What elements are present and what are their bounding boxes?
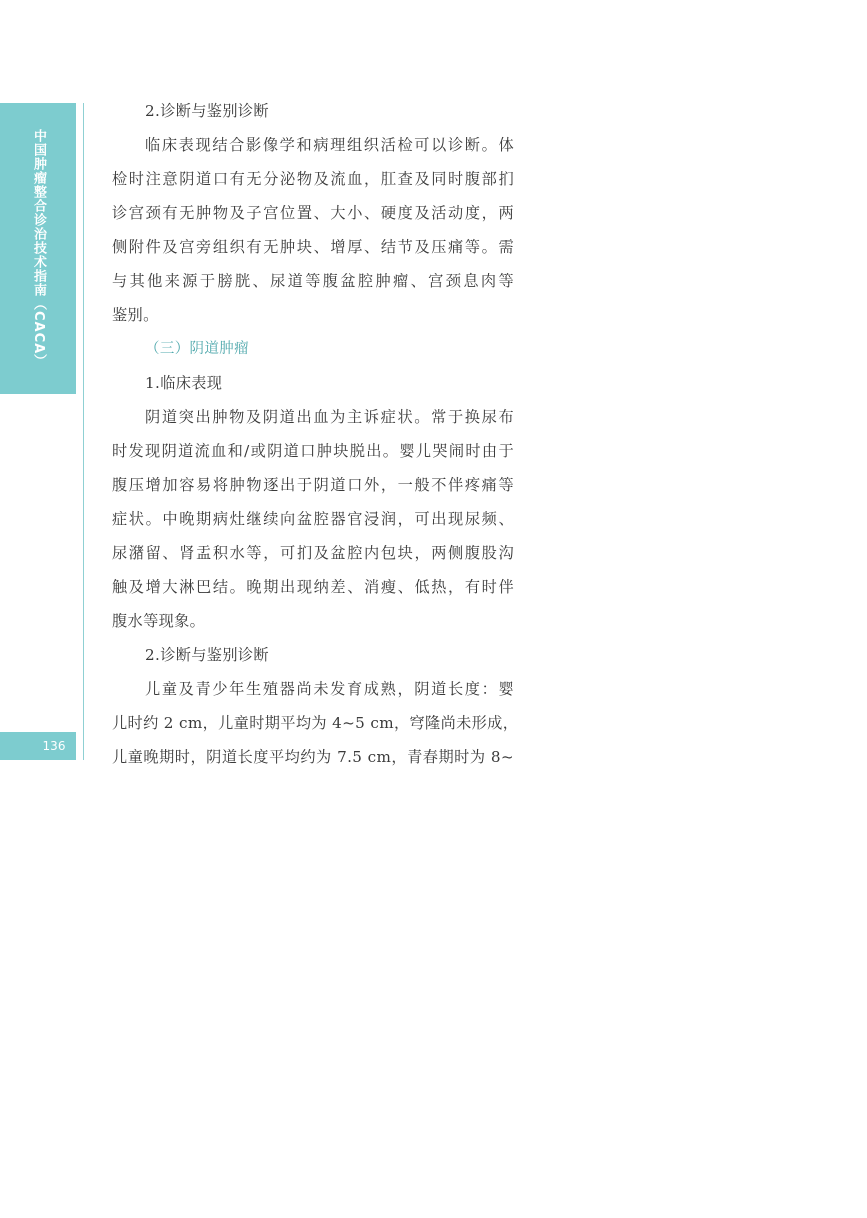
text-line: 时发现阴道流血和/或阴道口肿块脱出。婴儿哭闹时由于 xyxy=(112,442,514,460)
text-line: 2.诊断与鉴别诊断 xyxy=(145,646,269,664)
text-line: 鉴别。 xyxy=(112,306,159,324)
text-line: 儿童及青少年生殖器尚未发育成熟，阴道长度：婴 xyxy=(145,680,514,698)
page-number: 136 xyxy=(42,739,66,753)
text-line: 检时注意阴道口有无分泌物及流血，肛查及同时腹部扪 xyxy=(112,170,514,188)
text-line: 尿潴留、肾盂积水等，可扪及盆腔内包块，两侧腹股沟 xyxy=(112,544,514,562)
text-line: 触及增大淋巴结。晚期出现纳差、消瘦、低热，有时伴 xyxy=(112,578,514,596)
text-line: 儿童晚期时，阴道长度平均约为 7.5 cm，青春期时为 8~ xyxy=(112,748,514,766)
text-line: 侧附件及宫旁组织有无肿块、增厚、结节及压痛等。需 xyxy=(112,238,514,256)
text-line: 儿时约 2 cm，儿童时期平均为 4~5 cm，穹隆尚未形成， xyxy=(112,714,519,732)
book-title-tab xyxy=(0,103,76,394)
text-line: 阴道突出肿物及阴道出血为主诉症状。常于换尿布 xyxy=(145,408,514,426)
text-line: 腹水等现象。 xyxy=(112,612,206,630)
margin-rule xyxy=(83,103,84,760)
text-line: 1.临床表现 xyxy=(145,374,223,392)
book-title: 中国肿瘤整合诊治技术指南（CACA） xyxy=(31,129,46,369)
text-line: 症状。中晚期病灶继续向盆腔器官浸润，可出现尿频、 xyxy=(112,510,514,528)
text-line: 腹压增加容易将肿物逐出于阴道口外，一般不伴疼痛等 xyxy=(112,476,514,494)
page-number-tab xyxy=(0,732,76,760)
text-line: 诊宫颈有无肿物及子宫位置、大小、硬度及活动度，两 xyxy=(112,204,514,222)
page-body xyxy=(112,94,519,774)
text-line: 临床表现结合影像学和病理组织活检可以诊断。体 xyxy=(145,136,514,154)
section-heading: （三）阴道肿瘤 xyxy=(145,341,249,357)
text-line: 2.诊断与鉴别诊断 xyxy=(145,102,269,120)
text-line: 与其他来源于膀胱、尿道等腹盆腔肿瘤、宫颈息肉等 xyxy=(112,272,514,290)
